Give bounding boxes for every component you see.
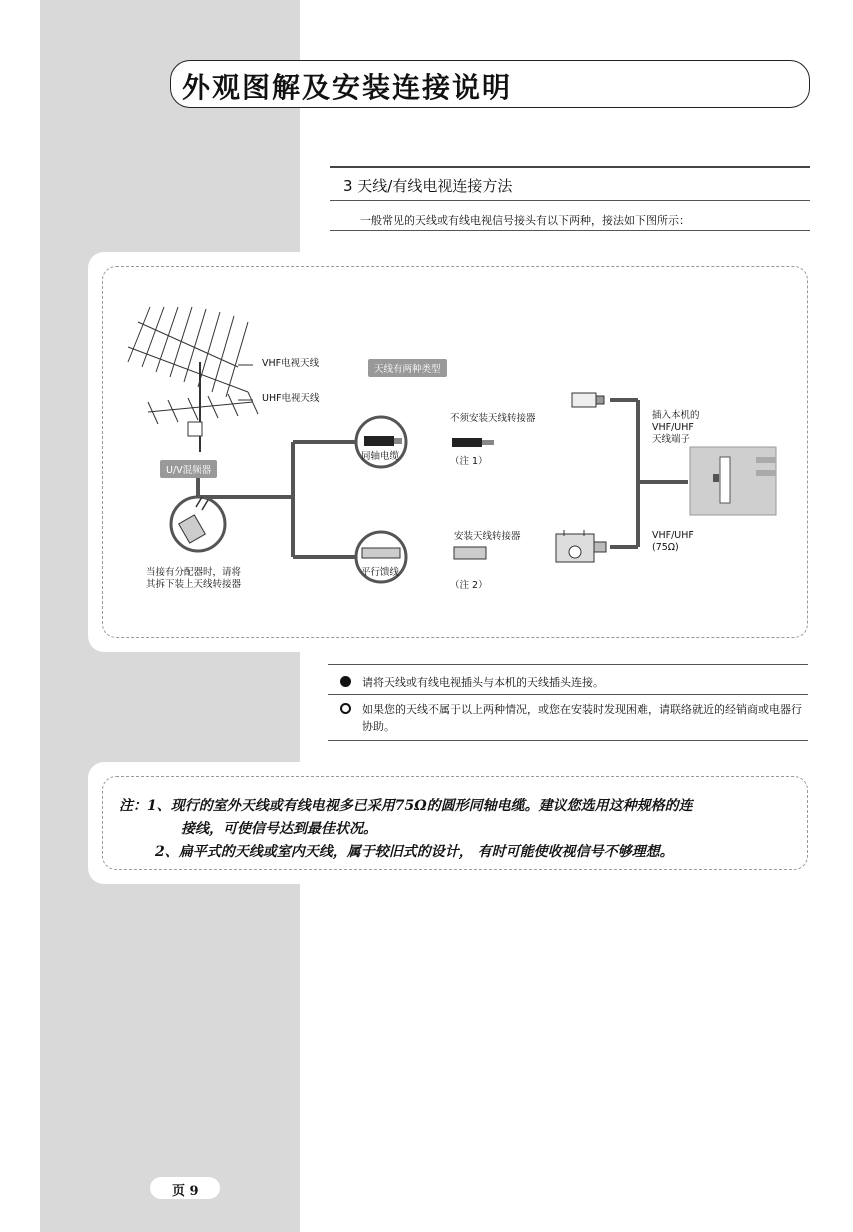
bullets-top-rule: [328, 664, 808, 665]
section-top-rule: [330, 166, 810, 168]
note1-ref: （注 1）: [450, 456, 488, 467]
plug-in-label-line2: VHF/UHF: [652, 422, 694, 433]
flat-feeder-icon: [362, 548, 400, 558]
ohm-label: (75Ω): [652, 542, 679, 553]
note-line-1: 注：1、现行的室外天线或有线电视多已采用75Ω的圆形同轴电缆。建议您选用这种规格的连: [119, 798, 693, 814]
connection-diagram: [88, 252, 810, 652]
bullet-1-icon: [340, 676, 351, 687]
note-line-1-continued: 接线，可使信号达到最佳状况。: [181, 821, 377, 837]
flat-feeder-label: 平行馈线: [361, 567, 400, 578]
note-line-2: 2、扁平式的天线或室内天线，属于较旧式的设计， 有时可能使收视信号不够理想。: [155, 844, 674, 860]
mixer-note-line1: 当接有分配器时，请将: [146, 567, 242, 578]
section-bottom-rule: [330, 230, 810, 231]
uhf-antenna-label: UHF电视天线: [262, 393, 320, 404]
antenna-types-tag: 天线有两种类型: [368, 359, 447, 377]
section-description: 一般常见的天线或有线电视信号接头有以下两种，接法如下图所示：: [360, 214, 690, 227]
coax-cable-label: 同轴电缆: [361, 451, 400, 462]
flat-wire-icon: [454, 547, 486, 559]
coax-cable-icon: [364, 436, 394, 446]
page-title: 外观图解及安装连接说明: [182, 71, 513, 104]
tv-terminal-panel-icon: [690, 447, 776, 515]
bullet-1-text: 请将天线或有线电视插头与本机的天线插头连接。: [362, 676, 604, 689]
page-number: 页 9: [172, 1184, 199, 1199]
bullets-bottom-rule: [328, 740, 808, 741]
antenna-base-icon: [188, 422, 202, 436]
mixer-note-line2: 其拆下装上天线转接器: [146, 579, 242, 590]
no-adapter-label: 不须安装天线转接器: [450, 413, 536, 424]
plug-in-label-line3: 天线端子: [652, 434, 691, 445]
bullet-2-text: 如果您的天线不属于以上两种情况，或您在安装时发现困难，请联络就近的经销商或电器行协助。: [362, 703, 802, 733]
with-adapter-label: 安装天线转接器: [454, 531, 521, 542]
balun-adapter-icon: [556, 530, 606, 562]
section-title: 3 天线/有线电视连接方法: [343, 177, 513, 195]
coax-plug-icon: [452, 438, 482, 447]
f-connector-icon: [572, 393, 604, 407]
note2-ref: （注 2）: [450, 580, 488, 591]
vhf-uhf-label: VHF/UHF: [652, 530, 694, 541]
plug-in-label-line1: 插入本机的: [652, 410, 700, 421]
mixer-tag: U/V混频器: [160, 460, 217, 478]
bullets-mid-rule: [328, 694, 808, 695]
connection-lines: [198, 400, 691, 557]
section-mid-rule: [330, 200, 810, 201]
bullet-2-icon: [340, 703, 351, 714]
vhf-antenna-label: VHF电视天线: [262, 358, 320, 369]
